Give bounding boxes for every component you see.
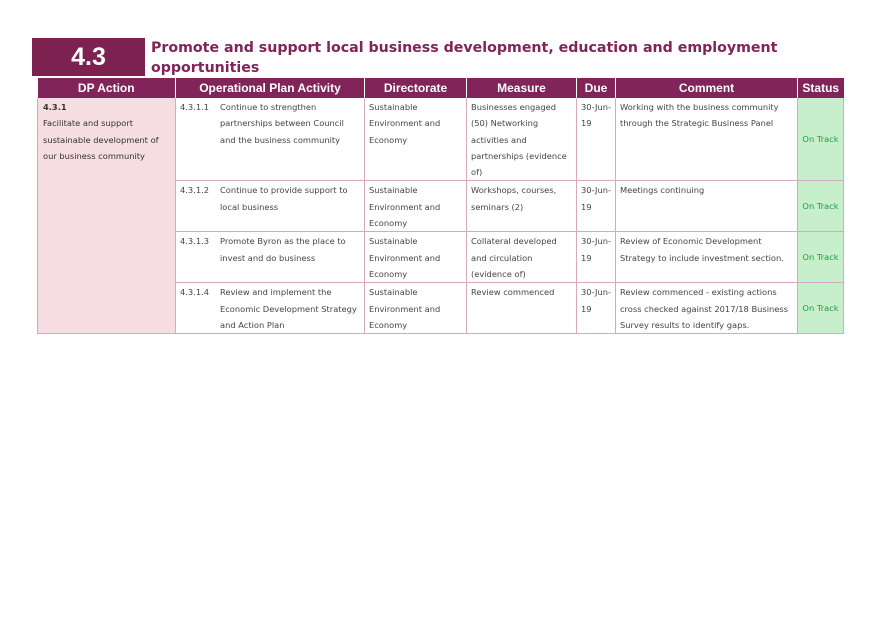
status-badge: On Track: [798, 98, 844, 181]
activity-cell: [176, 181, 365, 232]
comment-cell: Working with the business community through the Strategic Business Panel: [616, 98, 798, 181]
due-cell: 30-Jun-19: [577, 181, 616, 232]
col-measure: Measure: [467, 78, 577, 98]
activity-text: Continue to provide support to local business: [220, 185, 348, 212]
dp-action-cell: [38, 98, 176, 334]
dp-action-code: 4.3.1: [43, 102, 67, 112]
col-activity: Operational Plan Activity: [176, 78, 365, 98]
comment-cell: Review of Economic Development Strategy to include investment section.: [616, 232, 798, 283]
measure-cell: Businesses engaged (50) Networking activities and partnerships (evidence of): [467, 98, 577, 181]
activity-code: 4.3.1.4: [180, 287, 210, 298]
activity-text: Continue to strengthen partnerships between Council and the business community: [220, 102, 344, 145]
section-number: 4.3: [32, 38, 145, 76]
activity-cell: [176, 232, 365, 283]
activity-text: Promote Byron as the place to invest and do business: [220, 236, 346, 263]
comment-cell: Review commenced - existing actions cross checked against 2017/18 Business Survey results to identify gaps.: [616, 283, 798, 334]
status-badge: On Track: [798, 232, 844, 283]
comment-cell: Meetings continuing: [616, 181, 798, 232]
status-badge: On Track: [798, 283, 844, 334]
col-dp-action: DP Action: [38, 78, 176, 98]
section-title: Promote and support local business development, education and employment opportunities: [151, 40, 778, 76]
activity-code: 4.3.1.1: [180, 102, 210, 112]
due-cell: 30-Jun-19: [577, 283, 616, 334]
header-row: [38, 78, 844, 98]
activity-code: 4.3.1.3: [180, 236, 210, 247]
activity-text: Review and implement the Economic Development Strategy and Action Plan: [220, 287, 357, 330]
measure-cell: Review commenced: [467, 283, 577, 334]
col-status: Status: [798, 78, 844, 98]
activity-cell: [176, 98, 365, 181]
measure-cell: Collateral developed and circulation (evidence of): [467, 232, 577, 283]
table-row: [38, 98, 844, 181]
due-cell: 30-Jun-19: [577, 232, 616, 283]
status-badge: On Track: [798, 181, 844, 232]
dp-action-text: Facilitate and support sustainable development of our business community: [43, 118, 159, 161]
due-cell: 30-Jun-19: [577, 98, 616, 181]
directorate-cell: Sustainable Environment and Economy: [365, 283, 467, 334]
col-directorate: Directorate: [365, 78, 467, 98]
operational-plan-table: [37, 78, 844, 334]
directorate-cell: Sustainable Environment and Economy: [365, 181, 467, 232]
measure-cell: Workshops, courses, seminars (2): [467, 181, 577, 232]
directorate-cell: Sustainable Environment and Economy: [365, 98, 467, 181]
col-comment: Comment: [616, 78, 798, 98]
activity-cell: [176, 283, 365, 334]
activity-code: 4.3.1.2: [180, 185, 210, 196]
directorate-cell: Sustainable Environment and Economy: [365, 232, 467, 283]
col-due: Due: [577, 78, 616, 98]
